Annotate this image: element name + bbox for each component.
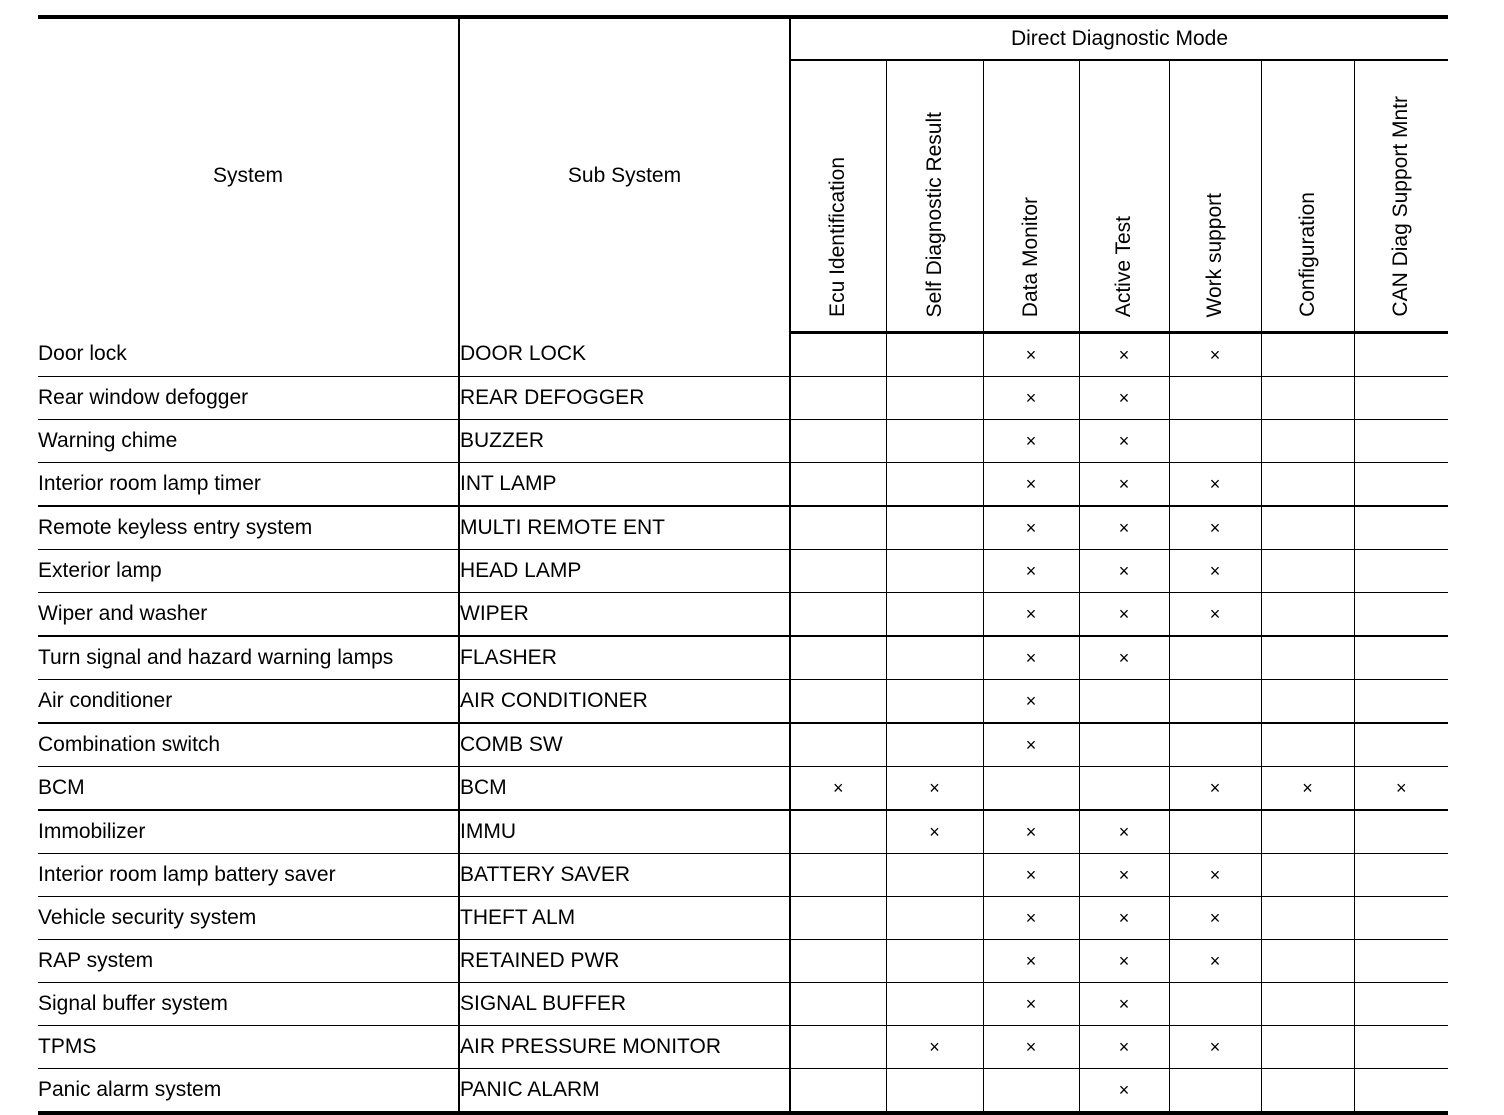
supported-mark: × — [1354, 767, 1448, 811]
supported-mark: × — [983, 550, 1079, 593]
empty-mark-cell — [1261, 333, 1354, 377]
empty-mark-cell — [1261, 723, 1354, 767]
empty-mark-cell — [886, 983, 983, 1026]
header-mode-column — [983, 60, 1079, 333]
sub-system-cell: COMB SW — [459, 723, 790, 767]
empty-mark-cell — [983, 767, 1079, 811]
empty-mark-cell — [886, 636, 983, 680]
system-cell: Rear window defogger — [38, 377, 459, 420]
sub-system-cell: PANIC ALARM — [459, 1069, 790, 1114]
supported-mark: × — [983, 377, 1079, 420]
sub-system-cell: INT LAMP — [459, 463, 790, 507]
system-cell: Wiper and washer — [38, 593, 459, 637]
header-direct-diagnostic-mode: Direct Diagnostic Mode — [790, 17, 1448, 60]
supported-mark: × — [1169, 463, 1261, 507]
table-row — [38, 723, 1448, 767]
empty-mark-cell — [1354, 636, 1448, 680]
supported-mark: × — [1169, 506, 1261, 550]
empty-mark-cell — [1261, 680, 1354, 724]
supported-mark: × — [983, 940, 1079, 983]
system-cell: Panic alarm system — [38, 1069, 459, 1114]
table-row — [38, 940, 1448, 983]
supported-mark: × — [1079, 636, 1169, 680]
system-cell: Vehicle security system — [38, 897, 459, 940]
supported-mark: × — [1079, 593, 1169, 637]
empty-mark-cell — [790, 810, 886, 854]
sub-system-cell: AIR PRESSURE MONITOR — [459, 1026, 790, 1069]
supported-mark: × — [886, 810, 983, 854]
supported-mark: × — [1079, 550, 1169, 593]
system-cell: Interior room lamp battery saver — [38, 854, 459, 897]
table-row — [38, 506, 1448, 550]
empty-mark-cell — [790, 333, 886, 377]
empty-mark-cell — [1354, 680, 1448, 724]
empty-mark-cell — [1169, 810, 1261, 854]
sub-system-cell: DOOR LOCK — [459, 333, 790, 377]
sub-system-cell: SIGNAL BUFFER — [459, 983, 790, 1026]
supported-mark: × — [1169, 593, 1261, 637]
system-cell: Combination switch — [38, 723, 459, 767]
empty-mark-cell — [790, 723, 886, 767]
empty-mark-cell — [886, 897, 983, 940]
empty-mark-cell — [1354, 1026, 1448, 1069]
table-row — [38, 1069, 1448, 1114]
sub-system-cell: RETAINED PWR — [459, 940, 790, 983]
sub-system-cell: HEAD LAMP — [459, 550, 790, 593]
empty-mark-cell — [1354, 854, 1448, 897]
header-mode-column — [1261, 60, 1354, 333]
empty-mark-cell — [1169, 1069, 1261, 1114]
supported-mark: × — [1169, 550, 1261, 593]
table-row — [38, 1026, 1448, 1069]
supported-mark: × — [983, 636, 1079, 680]
supported-mark: × — [1079, 1069, 1169, 1114]
supported-mark: × — [983, 463, 1079, 507]
header-mode-label: Data Monitor — [1019, 196, 1042, 317]
empty-mark-cell — [1169, 636, 1261, 680]
empty-mark-cell — [790, 463, 886, 507]
table-row — [38, 983, 1448, 1026]
supported-mark: × — [1079, 506, 1169, 550]
table-row — [38, 550, 1448, 593]
supported-mark: × — [1079, 463, 1169, 507]
header-mode-label: Configuration — [1295, 192, 1319, 317]
supported-mark: × — [1169, 897, 1261, 940]
header-mode-label: Self Diagnostic Result — [922, 111, 946, 317]
empty-mark-cell — [1261, 550, 1354, 593]
empty-mark-cell — [1169, 420, 1261, 463]
system-cell: Air conditioner — [38, 680, 459, 724]
table-row — [38, 420, 1448, 463]
sub-system-cell: AIR CONDITIONER — [459, 680, 790, 724]
empty-mark-cell — [886, 940, 983, 983]
supported-mark: × — [1079, 420, 1169, 463]
empty-mark-cell — [886, 593, 983, 637]
supported-mark: × — [886, 1026, 983, 1069]
supported-mark: × — [1079, 377, 1169, 420]
supported-mark: × — [983, 1026, 1079, 1069]
system-cell: Immobilizer — [38, 810, 459, 854]
supported-mark: × — [1079, 1026, 1169, 1069]
supported-mark: × — [983, 593, 1079, 637]
empty-mark-cell — [886, 854, 983, 897]
supported-mark: × — [983, 854, 1079, 897]
system-cell: Turn signal and hazard warning lamps — [38, 636, 459, 680]
supported-mark: × — [1079, 854, 1169, 897]
empty-mark-cell — [1354, 333, 1448, 377]
empty-mark-cell — [790, 1069, 886, 1114]
header-mode-column — [886, 60, 983, 333]
supported-mark: × — [983, 897, 1079, 940]
empty-mark-cell — [790, 680, 886, 724]
supported-mark: × — [790, 767, 886, 811]
empty-mark-cell — [1261, 636, 1354, 680]
empty-mark-cell — [1261, 463, 1354, 507]
table-row — [38, 767, 1448, 811]
empty-mark-cell — [790, 854, 886, 897]
empty-mark-cell — [1354, 983, 1448, 1026]
sub-system-cell: FLASHER — [459, 636, 790, 680]
empty-mark-cell — [1261, 897, 1354, 940]
empty-mark-cell — [790, 983, 886, 1026]
supported-mark: × — [886, 767, 983, 811]
header-mode-label: Work support — [1203, 192, 1226, 317]
system-cell: Interior room lamp timer — [38, 463, 459, 507]
empty-mark-cell — [1261, 1069, 1354, 1114]
supported-mark: × — [983, 810, 1079, 854]
system-cell: Signal buffer system — [38, 983, 459, 1026]
table-row — [38, 463, 1448, 507]
supported-mark: × — [1079, 983, 1169, 1026]
empty-mark-cell — [886, 1069, 983, 1114]
empty-mark-cell — [1354, 723, 1448, 767]
empty-mark-cell — [790, 506, 886, 550]
empty-mark-cell — [1169, 983, 1261, 1026]
empty-mark-cell — [1354, 377, 1448, 420]
sub-system-cell: BCM — [459, 767, 790, 811]
supported-mark: × — [983, 680, 1079, 724]
empty-mark-cell — [790, 897, 886, 940]
empty-mark-cell — [886, 550, 983, 593]
empty-mark-cell — [886, 506, 983, 550]
empty-mark-cell — [1261, 983, 1354, 1026]
system-cell: TPMS — [38, 1026, 459, 1069]
empty-mark-cell — [1354, 420, 1448, 463]
header-mode-column — [1079, 60, 1169, 333]
sub-system-cell: WIPER — [459, 593, 790, 637]
empty-mark-cell — [886, 680, 983, 724]
empty-mark-cell — [1261, 1026, 1354, 1069]
sub-system-cell: THEFT ALM — [459, 897, 790, 940]
empty-mark-cell — [1079, 680, 1169, 724]
supported-mark: × — [983, 420, 1079, 463]
empty-mark-cell — [886, 463, 983, 507]
table-row — [38, 854, 1448, 897]
empty-mark-cell — [790, 636, 886, 680]
empty-mark-cell — [1169, 377, 1261, 420]
supported-mark: × — [983, 983, 1079, 1026]
system-cell: BCM — [38, 767, 459, 811]
table-row — [38, 333, 1448, 377]
sub-system-cell: BATTERY SAVER — [459, 854, 790, 897]
supported-mark: × — [1079, 810, 1169, 854]
empty-mark-cell — [983, 1069, 1079, 1114]
header-mode-label: CAN Diag Support Mntr — [1389, 96, 1413, 317]
table-row — [38, 897, 1448, 940]
empty-mark-cell — [886, 377, 983, 420]
header-mode-label: Ecu Identification — [826, 157, 850, 317]
empty-mark-cell — [1354, 593, 1448, 637]
empty-mark-cell — [886, 333, 983, 377]
supported-mark: × — [1079, 897, 1169, 940]
table-row — [38, 680, 1448, 724]
empty-mark-cell — [1354, 463, 1448, 507]
supported-mark: × — [1169, 854, 1261, 897]
sub-system-cell: MULTI REMOTE ENT — [459, 506, 790, 550]
system-cell: Remote keyless entry system — [38, 506, 459, 550]
empty-mark-cell — [1354, 550, 1448, 593]
empty-mark-cell — [1261, 854, 1354, 897]
table-row — [38, 593, 1448, 637]
supported-mark: × — [1261, 767, 1354, 811]
supported-mark: × — [983, 333, 1079, 377]
supported-mark: × — [1169, 333, 1261, 377]
empty-mark-cell — [790, 420, 886, 463]
empty-mark-cell — [1261, 377, 1354, 420]
empty-mark-cell — [1261, 810, 1354, 854]
table-row — [38, 810, 1448, 854]
empty-mark-cell — [790, 940, 886, 983]
system-cell: Exterior lamp — [38, 550, 459, 593]
diagnostic-mode-table — [38, 15, 1448, 1115]
empty-mark-cell — [1079, 723, 1169, 767]
empty-mark-cell — [790, 593, 886, 637]
supported-mark: × — [1169, 940, 1261, 983]
supported-mark: × — [1079, 333, 1169, 377]
empty-mark-cell — [1354, 810, 1448, 854]
table-row — [38, 636, 1448, 680]
empty-mark-cell — [1354, 506, 1448, 550]
empty-mark-cell — [1079, 767, 1169, 811]
empty-mark-cell — [1354, 1069, 1448, 1114]
supported-mark: × — [1169, 1026, 1261, 1069]
supported-mark: × — [1169, 767, 1261, 811]
system-cell: RAP system — [38, 940, 459, 983]
system-cell: Door lock — [38, 333, 459, 377]
system-cell: Warning chime — [38, 420, 459, 463]
empty-mark-cell — [886, 420, 983, 463]
empty-mark-cell — [1261, 506, 1354, 550]
empty-mark-cell — [1261, 593, 1354, 637]
empty-mark-cell — [1261, 420, 1354, 463]
header-mode-label: Active Test — [1112, 215, 1135, 317]
empty-mark-cell — [790, 550, 886, 593]
empty-mark-cell — [790, 1026, 886, 1069]
header-system: System — [38, 17, 459, 333]
sub-system-cell: BUZZER — [459, 420, 790, 463]
header-mode-column — [1169, 60, 1261, 333]
empty-mark-cell — [1169, 680, 1261, 724]
header-mode-column — [1354, 60, 1448, 333]
empty-mark-cell — [1354, 897, 1448, 940]
table-row — [38, 377, 1448, 420]
empty-mark-cell — [790, 377, 886, 420]
header-mode-column — [790, 60, 886, 333]
empty-mark-cell — [1169, 723, 1261, 767]
supported-mark: × — [1079, 940, 1169, 983]
header-sub-system: Sub System — [459, 17, 790, 333]
empty-mark-cell — [1354, 940, 1448, 983]
sub-system-cell: IMMU — [459, 810, 790, 854]
supported-mark: × — [983, 723, 1079, 767]
sub-system-cell: REAR DEFOGGER — [459, 377, 790, 420]
empty-mark-cell — [1261, 940, 1354, 983]
empty-mark-cell — [886, 723, 983, 767]
supported-mark: × — [983, 506, 1079, 550]
